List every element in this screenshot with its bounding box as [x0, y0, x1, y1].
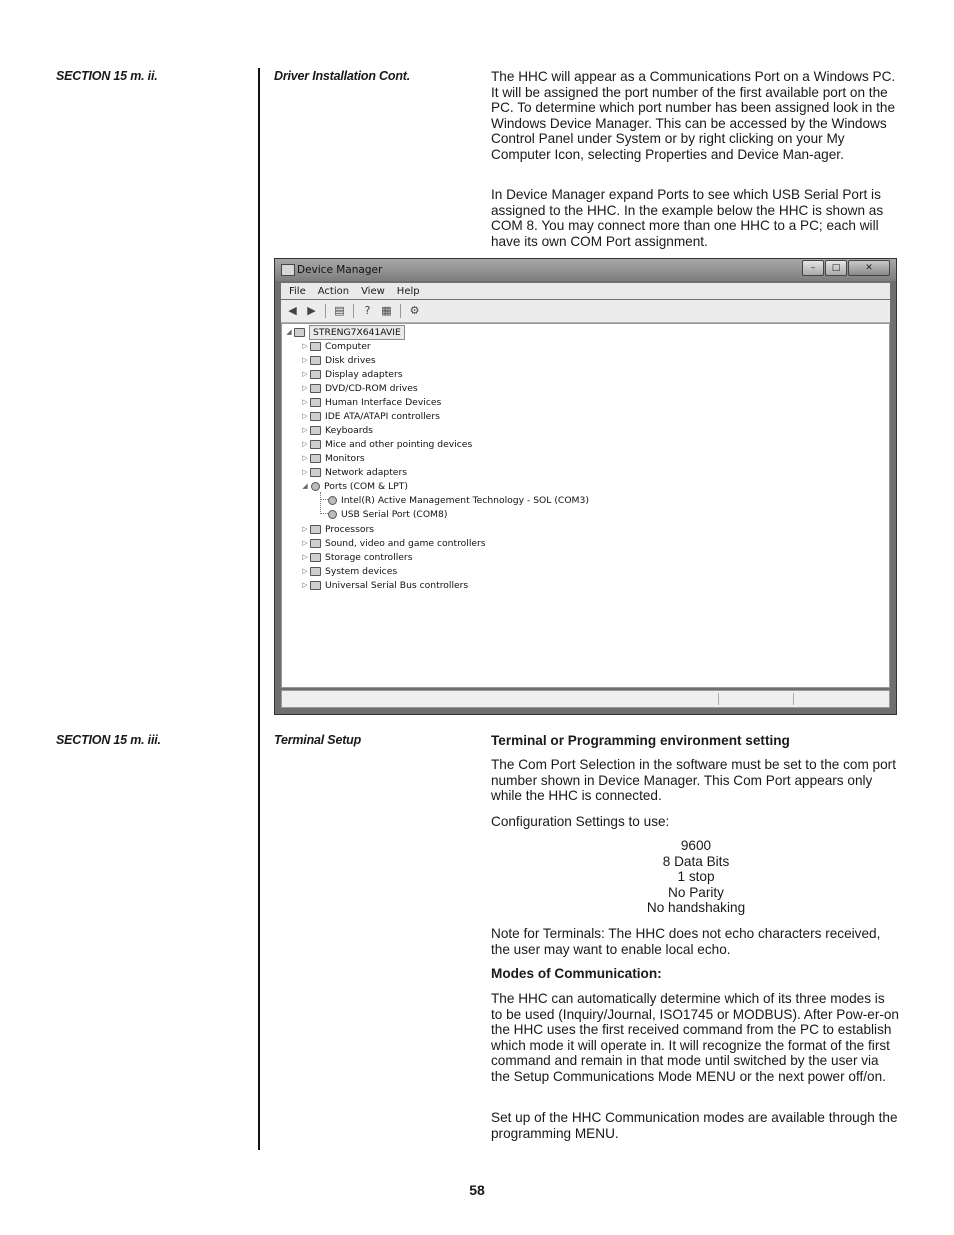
tree-item-system-devices[interactable]	[300, 565, 397, 578]
back-arrow-icon[interactable]: ◀	[288, 304, 297, 317]
collapse-arrow-icon[interactable]: ◢	[302, 482, 308, 490]
tree-item-computer[interactable]	[300, 340, 371, 353]
tree-root[interactable]	[284, 326, 405, 339]
setting-data-bits: 8 Data Bits	[662, 853, 730, 869]
scan-hardware-icon[interactable]: ⚙	[409, 304, 420, 317]
monitor-icon	[310, 454, 321, 463]
expand-arrow-icon[interactable]: ▷	[302, 454, 308, 462]
expand-arrow-icon[interactable]: ▷	[302, 356, 308, 364]
tree-item-monitors[interactable]	[300, 452, 365, 465]
toolbar	[281, 300, 890, 323]
tree-item-label: Computer	[325, 341, 371, 352]
expand-arrow-icon[interactable]: ▷	[302, 539, 308, 547]
menu-bar	[281, 283, 890, 299]
maximize-button[interactable]: □	[825, 260, 847, 276]
computer-icon	[310, 342, 321, 351]
network-adapter-icon	[310, 468, 321, 477]
expand-arrow-icon[interactable]: ▷	[302, 342, 308, 350]
minimize-button[interactable]: –	[802, 260, 824, 276]
tree-item-label: DVD/CD-ROM drives	[325, 383, 418, 394]
driver-paragraph-1: The HHC will appear as a Communications Port on a Windows PC. It will be assigned the port number of the first available port on the PC. To determine which port number has been assigned look in the Windows Device Manager. This can be accessed by the Windows Control Panel under System or by right clicking on your My Computer Icon, selecting Properties and Device Man-ager.	[491, 69, 896, 162]
terminal-heading: Terminal or Programming environment setting	[491, 733, 790, 748]
toolbar-separator	[325, 304, 326, 318]
terminal-paragraph-2: Configuration Settings to use:	[491, 814, 670, 829]
system-device-icon	[310, 567, 321, 576]
ide-controller-icon	[310, 412, 321, 421]
device-tree	[281, 323, 890, 688]
terminal-note: Note for Terminals: The HHC does not echo characters received, the user may want to enable local echo.	[491, 926, 881, 957]
keyboard-icon	[310, 426, 321, 435]
page-number: 58	[469, 1182, 485, 1198]
tree-item-disk-drives[interactable]	[300, 354, 376, 367]
tree-item-mice[interactable]	[300, 438, 472, 451]
display-adapter-icon	[310, 370, 321, 379]
toolbar-separator	[400, 304, 401, 318]
setting-parity: No Parity	[668, 884, 724, 900]
section-label-15-m-ii: SECTION 15 m. ii.	[56, 69, 158, 83]
setup-paragraph: Set up of the HHC Communication modes are available through the programming MENU.	[491, 1110, 898, 1141]
expand-arrow-icon[interactable]: ▷	[302, 553, 308, 561]
processor-icon	[310, 525, 321, 534]
tree-item-ports[interactable]	[300, 480, 408, 493]
menu-help[interactable]: Help	[396, 285, 420, 297]
tree-item-usb-serial-com8[interactable]	[327, 508, 447, 521]
device-manager-app-icon	[281, 264, 295, 276]
tree-item-keyboards[interactable]	[300, 424, 373, 437]
tree-item-processors[interactable]	[300, 523, 374, 536]
tree-item-sound-video[interactable]	[300, 537, 486, 550]
close-button[interactable]: ✕	[848, 260, 890, 276]
tree-item-human-interface[interactable]	[300, 396, 441, 409]
tree-item-label: Disk drives	[325, 355, 376, 366]
help-icon[interactable]: ?	[364, 304, 371, 317]
tree-item-label: Mice and other pointing devices	[325, 439, 473, 450]
vertical-divider	[258, 68, 260, 1150]
port-icon	[328, 496, 337, 505]
tree-item-storage-controllers[interactable]	[300, 551, 412, 564]
expand-arrow-icon[interactable]: ▷	[302, 468, 308, 476]
device-manager-window	[274, 258, 897, 715]
storage-controller-icon	[310, 553, 321, 562]
status-bar	[281, 690, 890, 708]
tree-item-label: Universal Serial Bus controllers	[325, 580, 469, 591]
section-label-15-m-iii: SECTION 15 m. iii.	[56, 733, 161, 747]
tree-item-intel-amt-com3[interactable]	[327, 494, 589, 507]
sub-label-terminal-setup: Terminal Setup	[274, 733, 362, 747]
modes-paragraph: The HHC can automatically determine which of its three modes is to be used (Inquiry/Journal, ISO1745 or MODBUS). After Pow-er-on the HHC uses the first received command from the PC to establish which mode it will operate in. It will recognize the format of the first command and remain in that mode until switched by the user via the Setup Communications Mode MENU or the next power off/on.	[491, 991, 899, 1084]
tree-item-label: Intel(R) Active Management Technology - SOL (COM3)	[341, 495, 589, 506]
tree-item-label: Monitors	[325, 453, 365, 464]
tree-root-label: STRENG7X641AVIE	[309, 325, 405, 340]
expand-arrow-icon[interactable]: ▷	[302, 370, 308, 378]
properties-icon[interactable]: ▤	[334, 304, 345, 317]
driver-paragraph-2: In Device Manager expand Ports to see which USB Serial Port is assigned to the HHC. In the example below the HHC is shown as COM 8. You may connect more than one HHC to a PC; each will have its own COM Port assignment.	[491, 187, 884, 249]
tree-item-label: System devices	[325, 566, 398, 577]
tree-item-label: Storage controllers	[325, 552, 413, 563]
forward-arrow-icon[interactable]: ▶	[307, 304, 316, 317]
window-title: Device Manager	[297, 264, 383, 276]
tree-item-label: USB Serial Port (COM8)	[341, 509, 448, 520]
expand-arrow-icon[interactable]: ▷	[302, 398, 308, 406]
menu-file[interactable]: File	[289, 285, 306, 297]
tree-item-label: Display adapters	[325, 369, 403, 380]
dvd-drive-icon	[310, 384, 321, 393]
terminal-paragraph-1: The Com Port Selection in the software must be set to the com port number shown in Device Manager. This Com Port appears only while the HHC is connected.	[491, 757, 896, 804]
tree-item-label: IDE ATA/ATAPI controllers	[325, 411, 440, 422]
computer-icon	[294, 328, 305, 337]
collapse-arrow-icon[interactable]: ◢	[286, 328, 292, 336]
tree-item-dvd-cd-rom[interactable]	[300, 382, 418, 395]
usb-controller-icon	[310, 581, 321, 590]
tree-item-label: Ports (COM & LPT)	[324, 481, 408, 492]
port-icon	[311, 482, 320, 491]
expand-arrow-icon[interactable]: ▷	[302, 426, 308, 434]
sub-label-driver-installation: Driver Installation Cont.	[274, 69, 410, 83]
expand-arrow-icon[interactable]: ▷	[302, 384, 308, 392]
tree-item-display-adapters[interactable]	[300, 368, 403, 381]
title-bar[interactable]	[275, 259, 896, 281]
mouse-icon	[310, 440, 321, 449]
expand-arrow-icon[interactable]: ▷	[302, 581, 308, 589]
hid-icon	[310, 398, 321, 407]
tree-item-label: Processors	[325, 524, 375, 535]
tree-item-label: Human Interface Devices	[325, 397, 442, 408]
tree-item-label: Sound, video and game controllers	[325, 538, 486, 549]
disk-drive-icon	[310, 356, 321, 365]
tree-item-label: Keyboards	[325, 425, 373, 436]
status-bar-divider	[793, 693, 794, 705]
setting-stop-bits: 1 stop	[677, 869, 715, 885]
modes-heading: Modes of Communication:	[491, 966, 662, 981]
tree-item-usb-controllers[interactable]	[300, 579, 468, 592]
setting-baud-rate: 9600	[680, 838, 712, 853]
expand-arrow-icon[interactable]: ▷	[302, 440, 308, 448]
toolbar-separator	[353, 304, 354, 318]
console-tree-icon[interactable]: ▦	[381, 304, 392, 317]
setting-handshaking: No handshaking	[646, 900, 746, 916]
menu-view[interactable]: View	[361, 285, 385, 297]
tree-item-label: Network adapters	[325, 467, 408, 478]
sound-icon	[310, 539, 321, 548]
tree-item-network-adapters[interactable]	[300, 466, 407, 479]
configuration-settings-list	[491, 838, 901, 916]
expand-arrow-icon[interactable]: ▷	[302, 525, 308, 533]
menu-action[interactable]: Action	[317, 285, 350, 297]
status-bar-divider	[718, 693, 719, 705]
expand-arrow-icon[interactable]: ▷	[302, 567, 308, 575]
port-icon	[328, 510, 337, 519]
expand-arrow-icon[interactable]: ▷	[302, 412, 308, 420]
tree-item-ide-controllers[interactable]	[300, 410, 440, 423]
